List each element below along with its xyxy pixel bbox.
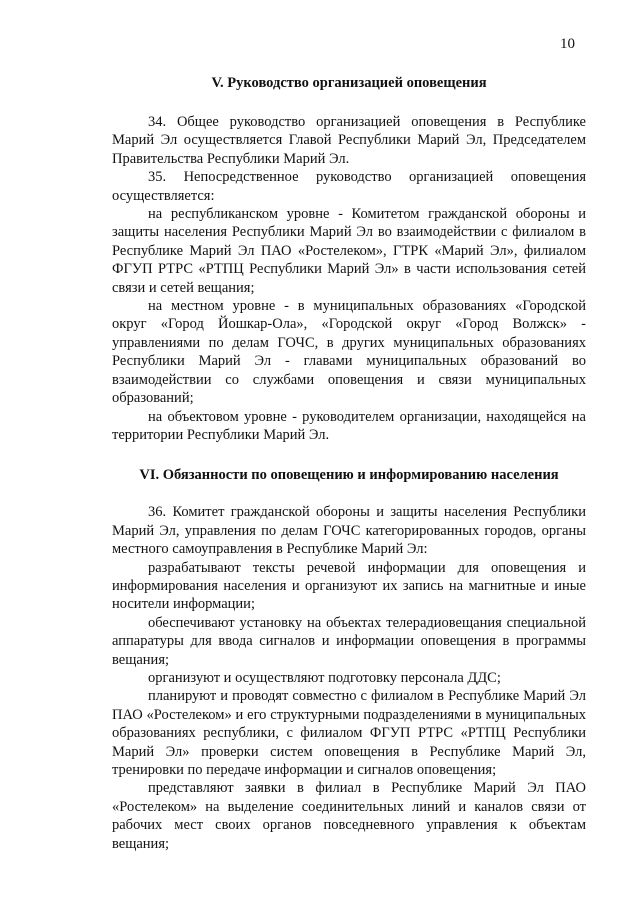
paragraph-ensure-equipment: обеспечивают установку на объектах телерадиовещания специальной аппаратуры для ввода сигналов и информации оповещения в программы вещания;: [112, 614, 586, 668]
paragraph-republic-level: на республиканском уровне - Комитетом гражданской обороны и защиты населения Республики Марий Эл во взаимодействии с филиалом в Республике Марий Эл ПАО «Ростелеком», ГТРК «Марий Эл», филиалом ФГУП РТРС «РТПЦ Республики Марий Эл» в части использования сетей связи и сетей вещания;: [112, 206, 586, 296]
section-title-v: V. Руководство организацией оповещения: [211, 75, 487, 91]
page-number: 10: [560, 36, 575, 52]
paragraph-plan-checks: планируют и проводят совместно с филиалом в Республике Марий Эл ПАО «Ростелеком» и его структурными подразделениями в муниципальных образованиях республики, с филиалом ФГУП РТРС «РТПЦ Республики Марий Эл» проверки систем оповещения в Республике Марий Эл, тренировки по передаче информации и сигналов оповещения;: [112, 688, 586, 778]
paragraph-develop-texts: разрабатывают тексты речевой информации для оповещения и информирования населения и организуют их запись на магнитные и иные носители информации;: [112, 559, 586, 613]
paragraph-34: 34. Общее руководство организацией оповещения в Республике Марий Эл осуществляется Главой Республики Марий Эл, Председателем Правительства Республики Марий Эл.: [112, 114, 586, 167]
paragraph-local-level: на местном уровне - в муниципальных образованиях «Городской округ «Город Йошкар-Ола», «Городской округ «Город Волжск» - управлениями по делам ГОЧС, в других муниципальных образованиях Республики Марий Эл - главами муниципальных образований во взаимодействии со службами оповещения и связи муниципальных образований;: [112, 298, 586, 407]
paragraph-train-staff: организуют и осуществляют подготовку персонала ДДС;: [148, 669, 501, 686]
paragraph-35: 35. Непосредственное руководство организацией оповещения осуществляется:: [112, 169, 586, 204]
section-title-vi: VI. Обязанности по оповещению и информированию населения: [139, 467, 559, 484]
paragraph-36: 36. Комитет гражданской обороны и защиты населения Республики Марий Эл, управления по делам ГОЧС категорированных городов, органы местного самоуправления в Республике Марий Эл:: [112, 504, 586, 558]
paragraph-submit-requests: представляют заявки в филиал в Республике Марий Эл ПАО «Ростелеком» на выделение соединительных линий и каналов связи от рабочих мест своих органов повседневного управления к объектам вещания;: [112, 780, 586, 852]
document-body: [112, 74, 586, 853]
paragraph-object-level: на объектовом уровне - руководителем организации, находящейся на территории Республики Марий Эл.: [112, 408, 586, 443]
